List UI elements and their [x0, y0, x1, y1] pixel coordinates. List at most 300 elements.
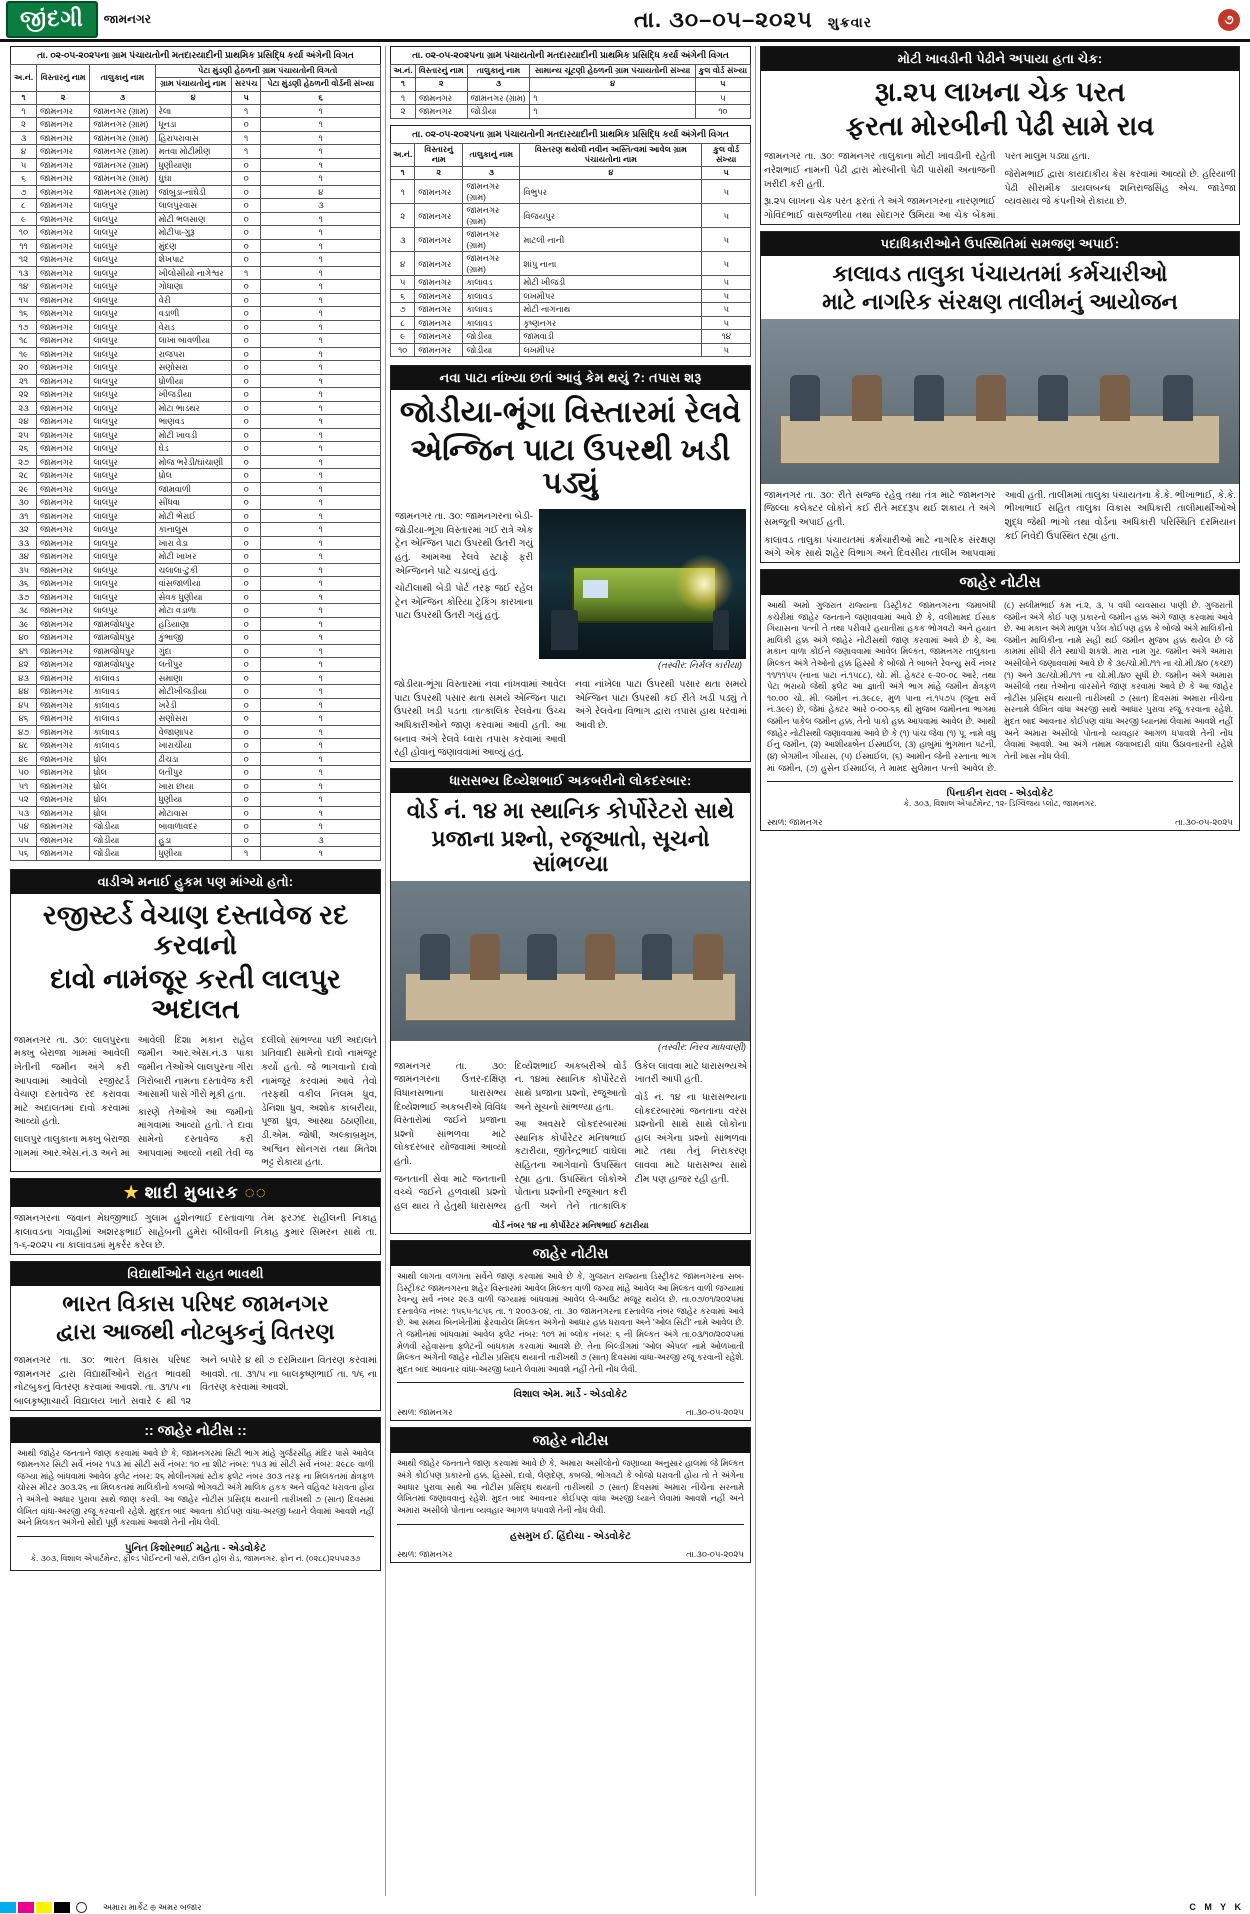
th-gp-name: ગ્રામ પંચાયતોનું નામ: [155, 78, 231, 91]
table-cell: જામનગર: [415, 330, 463, 344]
divider-mid2: [397, 1524, 744, 1525]
notice-left-sign-addr: કે. ૩૦૩, વિશાલ એપાર્ટમેન્ટ, ફીલ્ડ પોઈન્ટની પાસે, ટાઉન હોલ રોડ, જામનગર. ફોન નં. (૦૨૮૮)૨૫૫૨૩૭: [30, 1553, 361, 1563]
train-body-bottom: [391, 673, 750, 761]
divider: [17, 1536, 374, 1537]
table-cell: ૫૩: [11, 806, 37, 820]
table-cell: ૧: [261, 779, 381, 793]
table-cell: ૦: [231, 577, 261, 591]
th-group: પેટા મુંડણી હેઠળની ગ્રામ પંચાયતોની વિગતો: [155, 65, 380, 78]
t3-num-1: ૧: [391, 167, 415, 180]
table-cell: ૧: [261, 536, 381, 550]
table-cell: ૨૯: [11, 482, 37, 496]
table-cell: ૪૬: [11, 712, 37, 726]
table-cell: ૪૯: [11, 752, 37, 766]
notice-mid2-signmeta: [391, 1547, 750, 1562]
table-cell: કાનાલુસ: [155, 523, 231, 537]
table-cell: ૩૦: [11, 496, 37, 510]
table-cell: ૧: [261, 644, 381, 658]
table-cell: ૧: [261, 280, 381, 294]
table-row: [11, 847, 381, 861]
table-cell: લાલપુર: [90, 536, 155, 550]
table-cell: જામવાડી: [520, 330, 702, 344]
table-cell: જામનગર (ગ્રામ): [90, 185, 155, 199]
table-cell: ૨૪: [11, 415, 37, 429]
table-row: [11, 131, 381, 145]
court-headline-2: દાવો નામંજૂર કરતી લાલપુર અદાલત: [50, 964, 341, 1025]
table-cell: લાલપુર: [90, 212, 155, 226]
train-photo: [539, 509, 746, 659]
table-cell: જામનગર: [36, 806, 89, 820]
table-row: [11, 496, 381, 510]
trainee-2: [852, 375, 882, 421]
notice-mid-date: તા.૩૦-૦૫-૨૦૨૫: [686, 1407, 744, 1418]
notice-mid-place: સ્થળ: જામનગર: [397, 1407, 453, 1418]
table-cell: જામનગર (ગ્રામ): [467, 91, 530, 105]
table-cell: જામનગર: [36, 347, 89, 361]
table-cell: લાલપુર: [90, 347, 155, 361]
table-cell: ૦: [231, 766, 261, 780]
train-headline-2: એન્જિન પાટા ઉપરથી ખડી પડ્યું: [410, 433, 731, 501]
notice-mid-title: જાહેર નોટીસ: [391, 1241, 750, 1266]
table-cell: લાલપુર: [90, 523, 155, 537]
column-middle: [386, 46, 756, 1896]
rings-icon: ◌◌: [244, 1182, 267, 1202]
attendee-4: [585, 934, 615, 980]
table-cell: જામનગર: [36, 820, 89, 834]
table-cell: જામનગર: [36, 482, 89, 496]
table-cell: હડિયાણા: [155, 617, 231, 631]
table-cell: ૮: [391, 316, 415, 330]
table-cell: ૫: [702, 180, 751, 204]
t2-num-1: ૧: [391, 78, 416, 91]
table-cell: જામનગર (ગ્રામ): [463, 180, 520, 204]
table-cell: ૧: [261, 577, 381, 591]
table-cell: ખરેડી: [155, 698, 231, 712]
table-cell: ૦: [231, 334, 261, 348]
notice-mid-sign-name: વિશાલ એમ. માર્ડે - એડવોકેટ: [513, 1389, 628, 1401]
table-cell: ૦: [231, 658, 261, 672]
table-cell: ૦: [231, 469, 261, 483]
table-cell: સીંધવા: [155, 496, 231, 510]
notice-right-title: જાહેર નોટીસ: [761, 570, 1239, 595]
table-cell: ૧: [261, 766, 381, 780]
table-cell: ૧: [391, 91, 416, 105]
table-row: [11, 793, 381, 807]
t3-th-5: કુલ વોર્ડ સંખ્યા: [702, 143, 751, 167]
table-cell: ૨: [391, 204, 415, 228]
attendee-3: [527, 934, 557, 980]
table-cell: ૧૫: [11, 293, 37, 307]
table-cell: જામનગર: [36, 212, 89, 226]
table1: [10, 64, 381, 861]
students-headline-1: ભારત વિકાસ પરિષદ જામનગર: [62, 1290, 329, 1316]
divider-right: [767, 781, 1233, 782]
table-cell: ૧: [261, 658, 381, 672]
table-cell: જામનગર: [36, 374, 89, 388]
table-cell: ૧: [261, 212, 381, 226]
notice-right-place: સ્થળ: જામનગર: [767, 816, 823, 827]
table3: [390, 143, 751, 358]
swatch-magenta: [18, 1902, 34, 1913]
column-right: [756, 46, 1244, 1896]
table-row: [11, 644, 381, 658]
table-cell: ૦: [231, 158, 261, 172]
notice-mid2-title: જાહેર નોટીસ: [391, 1428, 750, 1453]
table-cell: વિભુપર: [520, 180, 702, 204]
table-cell: ૦: [231, 752, 261, 766]
table-cell: ધ્રોલ: [90, 779, 155, 793]
court-kicker: વાડીએ મનાઈ હુકમ પણ માંગ્યો હતો:: [11, 870, 380, 894]
logo-text: જીંદગી: [6, 1, 98, 38]
t2-th-1: અ.નં.: [391, 65, 416, 78]
table-cell: જામનગર: [36, 145, 89, 159]
table-cell: જામનગર: [36, 104, 89, 118]
students-headline-2: દ્વારા આજથી નોટબુકનું વિતરણ: [56, 1319, 335, 1345]
table-row: [11, 361, 381, 375]
table-cell: ઘેડ: [155, 442, 231, 456]
table-cell: જામનગર: [36, 536, 89, 550]
th-ward-count: પેટા મુંડણી હેઠળની વોર્ડની સંખ્યા: [261, 78, 381, 91]
table-row: [11, 347, 381, 361]
table-row: [11, 455, 381, 469]
table-cell: ૧૯: [11, 347, 37, 361]
table-cell: ૩: [11, 131, 37, 145]
t3-th-3: તાલુકાનું નામ: [463, 143, 520, 167]
training-table: [780, 415, 1220, 465]
ward-p1: જામનગર તા. ૩૦: જામનગરના ઉત્તર-દક્ષિણ વિધાનસભાના ધારાસભ્ય દિવ્યેશભાઈ અકબરીએ વિવિધ વિસ્તારોમાં જઈને પ્રજાના પ્રશ્નો સાંભળવા માટે લોકદરબાર યોજવામાં આવ્યો હતો.: [394, 1059, 507, 1167]
table-cell: ૦: [231, 118, 261, 132]
table-row: [11, 658, 381, 672]
table-cell: ૧: [261, 131, 381, 145]
table-cell: લાલપુર: [90, 280, 155, 294]
table-cell: કાલાવડ: [90, 685, 155, 699]
table-cell: ૧: [261, 671, 381, 685]
train-body-left: [395, 509, 533, 622]
cheque-headline-2: ફરતા મોરબીની પેઢી સામે રાવ: [845, 111, 1155, 142]
table-cell: લાલપુર: [90, 550, 155, 564]
table-cell: ૧: [261, 752, 381, 766]
table-row: [11, 280, 381, 294]
th-sarpanch: સરપંચ: [231, 78, 261, 91]
attendee-5: [642, 934, 672, 980]
table3-header-row: [391, 143, 751, 167]
table-cell: ૧: [391, 180, 415, 204]
table-cell: જામનગર: [36, 455, 89, 469]
table-cell: કાલાવડ: [90, 712, 155, 726]
table-cell: મતવા મોટીમીણ: [155, 145, 231, 159]
table-row: [11, 523, 381, 537]
worker-2: [562, 610, 578, 650]
table-cell: ઢીચડા: [155, 752, 231, 766]
table-cell: મોટી ખાવડી: [155, 428, 231, 442]
table-cell: જામનગર: [36, 496, 89, 510]
table-cell: ૧: [530, 105, 695, 119]
table-cell: જામજોધપુર: [90, 631, 155, 645]
cheque-story: [760, 46, 1240, 225]
cheque-body: [761, 145, 1239, 223]
table-cell: જાંબુડા-નાંઘેડી: [155, 185, 231, 199]
table-row: [391, 180, 751, 204]
table-cell: ૧: [261, 293, 381, 307]
table-cell: ૦: [231, 631, 261, 645]
swatch-cyan: [0, 1902, 16, 1913]
table-cell: જામનગર: [36, 766, 89, 780]
table-row: [11, 833, 381, 847]
num-5: ૫: [231, 91, 261, 104]
cheque-p1: જામનગર તા. ૩૦: જામનગર તાલુકાના મોટી ખાવડીની રહેતી નરેશભાઈ નામની પેઢી દ્વારા મોરબીની પેઢી પાસેથી અનાજની ખરીદી કરી હતી.: [764, 150, 996, 189]
t3-num-2: ૨: [415, 167, 463, 180]
ward-photo: [391, 881, 750, 1041]
table-cell: લાલપુર: [90, 226, 155, 240]
table-cell: ૫૪: [11, 820, 37, 834]
table-row: [391, 316, 751, 330]
table-cell: ૦: [231, 293, 261, 307]
ward-footer: વોર્ડ નંબર ૧૪ ના કોર્પોરેટર મનિષભાઈ કટારીયા: [492, 1219, 649, 1230]
notice-right-sign-addr: કે. ૩૦૩, વિશાલ એપાર્ટમેન્ટ, ૧૨- ડિગ્વિજય પ્લોટ, જામનગર.: [903, 799, 1097, 809]
table-row: [391, 330, 751, 344]
table-cell: ધુણીયાણા: [155, 158, 231, 172]
t2-num-3: ૩: [467, 78, 530, 91]
table-cell: ૩૬: [11, 577, 37, 591]
table-cell: ૫: [702, 252, 751, 276]
table-cell: જામનગર: [36, 644, 89, 658]
table-cell: ૫: [391, 276, 415, 290]
table-cell: લાલપુર: [90, 455, 155, 469]
table-cell: લાલપુર: [90, 334, 155, 348]
table-cell: વેરી: [155, 293, 231, 307]
table-cell: માટલી નાની: [520, 228, 702, 252]
date-text: તા. ૩૦–૦૫–૨૦૨૫: [634, 6, 813, 32]
table-cell: ૧: [261, 590, 381, 604]
notice-mid-body: આથી લાગતા વળગતા સર્વેને જાણ કરવામાં આવે છે કે, ગુજરાત રાજ્યના ડિસ્ટ્રીકટ જામનગરના સબ-ડિસ્ટ્રીકટ જામનગરના શહેર વિસ્તારમાં આવેલ મિલ્કત વાળી જગ્યા માંહે આવેલ આ મિલ્કત વાળી જગ્યામાં રેવન્યુ સર્વે નંબર ૨૯૩ વાળી જગ્યામાં બાંધવામાં આવેલ લે-આઉટ મંજૂર થયેલ છે. તા.૦૭/૦૧/૨૦૨૫માં દસ્તાવેજ નંબર: ૧૫૬૫-૧૮૫૬ તા. ૧ ૨૦૦૩-૦૪, તા. ૩૦ જામનગરના દસ્તાવેજ નંબર જાહેર કરવામાં આવે છે. આ સમય બિનખેતીમાં ફેરવાયેલ મિલ્કત અંગેનો આધાર હક્ક ધરાવતા અને 'ઓલ સિટી' નામે આવેલ છે. તે જમીનમાં બાંધવામાં આવેલ ફ્લેટ નંબર: ૧૦૧ માં બ્લોક નંબર: ૬ ની મિલ્કત અંગે તા.૦૩/૧૦/૨૦૨૫માં મેળવી રહેવાસના ફ્લેટની બાંધકામ કરવામાં આવશે છે. તેના બિલ્ડીંગમાં 'ઓલ એપલ' નામે ઓળખાતી મિલ્કત અંગેની જાહેર નોટીસ પ્રસિદ્ધ થયાની તારીખથી ૭ (સાત) દિવસમાં વાંધા-અરજી રજૂ કરવાની રહેશે. મુદત બાદ આવનાર વાંધા-અરજી ધ્યાને લેવામાં આવશે નહીં તેની નોંધ લેવી.: [397, 1270, 744, 1374]
table-cell: મોટી ખાખર: [155, 550, 231, 564]
notice-right-box: [760, 569, 1240, 831]
table-cell: લાલપુર: [90, 509, 155, 523]
table-cell: ૦: [231, 374, 261, 388]
train-story: [390, 365, 751, 762]
table-cell: ૧: [261, 455, 381, 469]
table-cell: ધ્રોલ: [155, 469, 231, 483]
num-3: ૩: [90, 91, 155, 104]
table-cell: લાલપુર: [90, 563, 155, 577]
table-cell: ૦: [231, 712, 261, 726]
training-kicker: પદાધિકારીઓને ઉપસ્થિતિમાં સમજણ અપાઈ:: [761, 232, 1239, 256]
table-row: [11, 752, 381, 766]
table-cell: જામનગર: [36, 401, 89, 415]
table-cell: મુંદણ: [155, 239, 231, 253]
num-2: ૨: [36, 91, 89, 104]
weekday-text: શુક્રવાર: [827, 13, 872, 30]
table-row: [11, 685, 381, 699]
notice-left-body: આથી જાહેર જનતાને જાણ કરવામાં આવે છે કે, જામનગરમાં સિટી ભાગ માંહે ગુર્જરસીંહ મંદિર પાસે આવેલ જામનગર સિટી સર્વે નંબર ૧૫૩ માં સીટી સર્વે નંબર: ૧૦ ના શીટ નંબર: ૧૫૩ માં સીટી સર્વે નંબર: ૨૯૮૯ વાળી જગ્યા માંહે બાંધવામાં આવેલ ફ્લેટ નંબર: ૨૬ મોલીનગમાં સ્ટોક ફ્લેટ નંબર ૩૦૩ તરફ ના મિલકતમાં ક્ષેત્રફળ ચોરસ મીટર ૩૦૩.૨૬ ના મિલકતમાં માલિકીનો કબજો ભોગવટો અંગે માલિક હકક અને વહિવટ ધરાવતા હોય તે અંગેનો આધાર પુરાવા સાથે જાણ કરવી. આ જાહેર નોટીસ પ્રસિદ્ધ થયાની તારીખથી ૭ (સાત) દિવસમાં લેખિત વાંધા-અરજી રજૂ કરવાની રહેશે. મુદ્દત બાદ આવતા કોઈપણ વાંધા-અરજી ધ્યાને લેવામાં આવશે નહીં અને મિલકત અંગેનો સોદો પૂર્ણ કરવામાં આવશે તેની નોંધ લેવી.: [17, 1447, 374, 1528]
table-cell: ૩૩: [11, 536, 37, 550]
training-headline-2: માટે નાગરિક સંરક્ષણ તાલીમનું આયોજન: [822, 289, 1178, 315]
table-row: [11, 388, 381, 402]
table-cell: ૦: [231, 172, 261, 186]
table-cell: લખમીપર: [520, 289, 702, 303]
table-row: [11, 577, 381, 591]
table-cell: લાલપુર: [90, 361, 155, 375]
table-cell: ધ્રોળીયા: [155, 374, 231, 388]
table-cell: ૧૭: [11, 320, 37, 334]
table-cell: ૧: [261, 401, 381, 415]
table-cell: ધ્રોલ: [90, 806, 155, 820]
table-cell: ૦: [231, 226, 261, 240]
table3-numrow: [391, 167, 751, 180]
table-cell: સેવક ધુણીયા: [155, 590, 231, 604]
table3-title: તા. ૦૨-૦૫-૨૦૨૫ના ગ્રામ પંચાયતોની મતદારયાદીની પ્રાથમિક પ્રસિદ્ધિ કર્યા અંગેની વિગત: [390, 125, 751, 143]
table-row: [11, 293, 381, 307]
table-cell: ૧: [261, 509, 381, 523]
table-row: [11, 766, 381, 780]
table-cell: ૪૫: [11, 698, 37, 712]
table-cell: જામનગર: [36, 617, 89, 631]
t2-num-5: ૫: [695, 78, 750, 91]
table-cell: ૧: [261, 482, 381, 496]
table-cell: ૧: [261, 631, 381, 645]
table-cell: સણોસરા: [155, 712, 231, 726]
table-cell: વડાળી: [155, 307, 231, 321]
attendee-6: [693, 934, 723, 980]
table-cell: ૧: [261, 469, 381, 483]
column-left: [6, 46, 386, 1896]
shadi-title: [11, 1179, 380, 1207]
training-body: [761, 484, 1239, 562]
table-cell: ૦: [231, 482, 261, 496]
table-row: [391, 276, 751, 290]
table-cell: ૦: [231, 550, 261, 564]
table-cell: જામનગર: [36, 185, 89, 199]
table-cell: જામનગર (ગ્રામ): [90, 104, 155, 118]
table-cell: ૫૧: [11, 779, 37, 793]
table-cell: ૭: [11, 185, 37, 199]
ward-story: [390, 768, 751, 1234]
table-row: [11, 698, 381, 712]
table-row: [11, 482, 381, 496]
table-cell: ૦: [231, 239, 261, 253]
table-cell: ૫: [702, 276, 751, 290]
table-cell: કાલાવડ: [90, 671, 155, 685]
table-cell: ૧: [261, 604, 381, 618]
table-cell: કાલાવડ: [463, 276, 520, 290]
table-cell: ૧: [261, 253, 381, 267]
table-cell: ૩: [391, 228, 415, 252]
table-cell: ૦: [231, 563, 261, 577]
table-cell: ૫: [11, 158, 37, 172]
table-row: [11, 158, 381, 172]
table-cell: જામનગર: [36, 158, 89, 172]
table-cell: ૦: [231, 725, 261, 739]
table-cell: ૨: [11, 118, 37, 132]
notice-left-sign-name: પુનિત કિશોરભાઈ મહેતા - એડવોકેટ: [124, 1542, 267, 1554]
meeting-table: [405, 973, 735, 1021]
notice-mid2-date: તા.૩૦-૦૫-૨૦૨૫: [686, 1548, 744, 1559]
table-cell: ધ્રોલ: [90, 793, 155, 807]
table-cell: જોડીયા: [467, 105, 530, 119]
table-row: [391, 91, 751, 105]
table-cell: ૦: [231, 253, 261, 267]
num-4: ૪: [155, 91, 231, 104]
table-cell: ૦: [231, 388, 261, 402]
ward-photo-caption: (તસ્વીર: નિરવ માધવાણી): [658, 1041, 746, 1052]
table-cell: ૦: [231, 280, 261, 294]
table-cell: લાલપુર: [90, 604, 155, 618]
table-cell: લાલપુર: [90, 320, 155, 334]
table-cell: ૦: [231, 590, 261, 604]
table-cell: ૪૮: [11, 739, 37, 753]
table-cell: ૫: [695, 91, 750, 105]
table-cell: મોટી ખીજડી: [520, 276, 702, 290]
table-row: [11, 550, 381, 564]
notice-right-body: આથી અમો ગુજરાત રાજ્યના ડિસ્ટ્રીકટ જામનગરના જમાબંધી કચેરીમાં જાહેર જનતાને જણાવવામાં આવે છે કે, વલીમામદ ઈસાક ગિયાસના પત્ની તે તથા પરીવારે હયાતીમાં હકક ભોગવટો અને હયાત માલિકી હક્ક અંગે જાહેર નોટીસથી જાણ કરવામાં આવે છે કે, આ મકાન વાળા કોઈને જણાવવામાં આવેલ મિલ્કત, જામનગર તાલુકાના મિલ્કત અંગે તેઓનો હક્ક હિસ્સો કે બોજો તે બાબતે રેવન્યુ સર્વે નંબર ૧૧/૧૧૫૫ (નાના પાટા નં.૧૫૮૮), ચો. મી. હેક્ટર ૯-૨૦-૦૮ આરે, તથા પેટા ભરાયો જેથી ફ્લેટ આ જ્ઞાતી અંગે ભાગ માંહે જમીન ક્ષેત્રફળ ૧૦.૦૦ ચો. મી. જમીન નં.૩૯૮૯, મુળ પાના નં.૧૫૭૫ (જૂના સર્વે નં.૩૯૯) છે, જેમાં હેક્ટર આરે ૦-૦૦-૬૬ થી મુજબ જમીનના ભાગમાં જમીન પાકેલ જમીન હક્ક, તેનો પાકો હક્ક આપવામાં આવેલ છે. આથી જાહેર નોટીસથી જણાવવામાં આવે છે કે (૧) પાંચ જેવા (૧) પૂ. નામે વધુ ઈનુ જમીન, (૨) આશીયાબેન ઈસ્માઈલ, (૩) હાબુમાં ભુગમાન પટની, (૪) બેગમીન ગીયાસ, (૫) ઈસ્માઈલ, (૬) આમીન જેની રસ્તાના ભાગ માં જમીન, (૭) હુસેન ઈસ્માઈલ, તે મામદ સુલેમાન પત્ની આવેલ છે. (૮) સલીમભાઈ કમ નં.૨, ૩, ૫ વધી વ્યવસાય પાણી છે. ગુજરાતી જમીન અંગે કોઈ પણ પ્રકારનો જમીન હક્ક અંગે જાણ કરવામાં આવે છે. આ મકાન અંગે માલુમ પડેલ કોઈપણ હક્ક કે બોજો અંગે માલિકીનો જમીન માલિકીના નામે સહી થઈ જમીન મુજબ હક્ક થયેલ છે જે કામમાં સીધી રીતે સ્થાપી શકશે. મારા નામ ગુર. જમીન અંગે અમારા અસીલોને જણાવવામાં આવે છે કે ૩૯/ચો.મી./૧૧ ના ચો.મી./૪૦ (કચ્છ) (૧) અને ૩૯/ચો.મી./૧૧ ના ચો.મી./૪૦ સુધી છે. જમીન અંગે અમારા અસીલો તથા તેઓના વારસોને જાણ કરવામાં આવે છે કે આ જાહેર નોટીસ પ્રસિદ્ધ થયાની તારીખથી ૭ (સાત) દિવસમાં અમારા નીચેના સરનામે લેખિત વાંધા અરજી સાથે આધાર પુરાવા રજૂ કરવાના રહેશે. મુદત બાદ આવનાર કોઈપણ વાંધા અરજી ધ્યાનમાં લેવામાં આવશે નહીં અને અમારા અસીલો પોતાનો વ્યવહાર આગળ ધપાવશે તેની નોંધ લેવામાં આવશે. આ અંગે તમામ જવાબદારી વાંધા ઉઠાવનારની રહેશે તેની ખાસ નોંધ લેવી.: [767, 599, 1233, 773]
table-cell: ૧૧: [11, 239, 37, 253]
table-cell: ૨૫: [11, 428, 37, 442]
table-cell: ૧: [261, 712, 381, 726]
notice-mid2-sign-name: હસમુખ ઈ. હિંદોચા - એડવોકેટ: [510, 1530, 631, 1542]
table-cell: જામનગર: [36, 415, 89, 429]
table-cell: લતીપુર: [155, 766, 231, 780]
table-cell: જામનગર (ગ્રામ): [463, 204, 520, 228]
table-cell: ૧૦: [695, 105, 750, 119]
notice-right-sign-name: પિનાકીન રાવલ - એડવોકેટ: [946, 788, 1054, 800]
t3-th-4: વિસ્તરણ થયેલી નવીન અસ્તિત્વમાં આવેલ ગ્રામ પંચાયતોના નામ: [520, 143, 702, 167]
table-cell: જામનગર: [36, 847, 89, 861]
table-cell: ૦: [231, 739, 261, 753]
table-cell: ૩૪: [11, 550, 37, 564]
table-cell: લાલપુર: [90, 293, 155, 307]
notice-left-box: [10, 1417, 381, 1571]
ward-headline-2: પ્રજાના પ્રશ્નો, રજૂઆતો, સૂચનો સાંભળ્યા: [431, 826, 710, 877]
cheque-p2: રૂા.૨૫ લાખના ચેક પરત ફરતાં તે અંગે જામનગરના નારણભાઈ ગોવિંદભાઈ વાસજળીયા તથા સોદાગર ઉમિયા આ ચેક બેંકમાં પરત માલુમ પડ્યા હતા.: [764, 150, 1090, 220]
table-cell: ખીલોસીયો નાગેશ્વર: [155, 266, 231, 280]
training-p2: કાલાવડ તાલુકા પંચાયતમાં કર્મચારીઓ માટે નાગરિક સંરક્ષણ અંગે એક સાથે શહેર વિભાગ અને દિવસીય તાલીમ આપવામાં આવી હતી. તાલીમમાં તાલુકા પંચાયતના કે.કે. ભીખાભાઈ, કે.કે. ભીખાભાઈ સહિત તાલુકા વિકાસ અધિકારી તાલીમાર્થીઓએ શુદ્ધ જેથી ભાંગો તથા વોર્ડના અધિકારી પરિસ્થિતિ દરમિયાન કઈ નિવેદી ઉપસ્થિત રહ્યા હતા.: [764, 488, 1236, 559]
table-cell: જામનગર: [415, 316, 463, 330]
table1-title: તા. ૦૨-૦૫-૨૦૨૫ના ગ્રામ પંચાયતોની મતદારયાદીની પ્રાથમિક પ્રસિદ્ધિ કર્યા અંગેની વિગત: [10, 46, 381, 64]
table-cell: ૧: [261, 361, 381, 375]
table-cell: ૧: [261, 172, 381, 186]
notice-mid-sign: [391, 1386, 750, 1405]
table-cell: ૬: [391, 289, 415, 303]
cheque-headline-1: રૂા.૨૫ લાખના ચેક પરત: [874, 77, 1126, 107]
trainee-6: [1100, 375, 1130, 421]
table-cell: લાલપુર: [90, 482, 155, 496]
table-cell: ૨૬: [11, 442, 37, 456]
table1-header-row: [11, 65, 381, 78]
table-row: [11, 604, 381, 618]
table-cell: ૦: [231, 536, 261, 550]
table-cell: જામનગર: [36, 523, 89, 537]
table-row: [11, 185, 381, 199]
table-row: [11, 145, 381, 159]
trainee-7: [1163, 375, 1193, 421]
table-cell: ૨૩: [11, 401, 37, 415]
table-cell: ૦: [231, 820, 261, 834]
table-cell: લાલપુર: [90, 415, 155, 429]
table-cell: જામનગર: [36, 239, 89, 253]
ward-p3: આ અવસરે લોકદરબારમાં સ્થાનિક કોર્પોરેટર મનિષભાઈ કટારીયા, જીતેન્દ્રભાઈ વાઘેલા સહિતના આગેવાનો ઉપસ્થિત રહ્યા હતા. ઉપસ્થિત લોકોએ પોતાના પ્રશ્નોની રજૂઆત કરી હતી અને તેને તાત્કાલિક ઉકેલ લાવવા માટે ધારાસભ્યએ ખાતરી આપી હતી.: [514, 1059, 747, 1211]
table1-numrow: [11, 91, 381, 104]
th-district: વિસ્તારનું નામ: [36, 65, 89, 92]
table-cell: ૫: [702, 316, 751, 330]
students-kicker: વિદ્યાર્થીઓને રાહત ભાવથી: [11, 1262, 380, 1286]
table-cell: ૧: [261, 334, 381, 348]
table-cell: વિજયપુર: [520, 204, 702, 228]
students-body: જામનગર તા. ૩૦: ભારત વિકાસ પરિષદ જામનગર દ્વારા વિદ્યાર્થીઓને રાહત ભાવથી નોટબુકનું વિતરણ કરવામાં આવશે. તા. ૩૧/૫ ના બાલકૃષ્ણાચાર્ય વિદ્યાલય ખાતે સવારે ૯ થી ૧૨ અને બપોરે ૪ થી ૭ દરમિયાન વિતરણ કરવામાં આવશે. તા. ૩૧/૫ ના બાલકૃષ્ણભાઈ તા. ૧/૬ ના વિતરણ કરવામાં આવશે.: [14, 1354, 377, 1406]
table-cell: હુડા: [155, 833, 231, 847]
table-row: [11, 590, 381, 604]
table-row: [11, 401, 381, 415]
table-cell: વાંસજાળીયા: [155, 577, 231, 591]
